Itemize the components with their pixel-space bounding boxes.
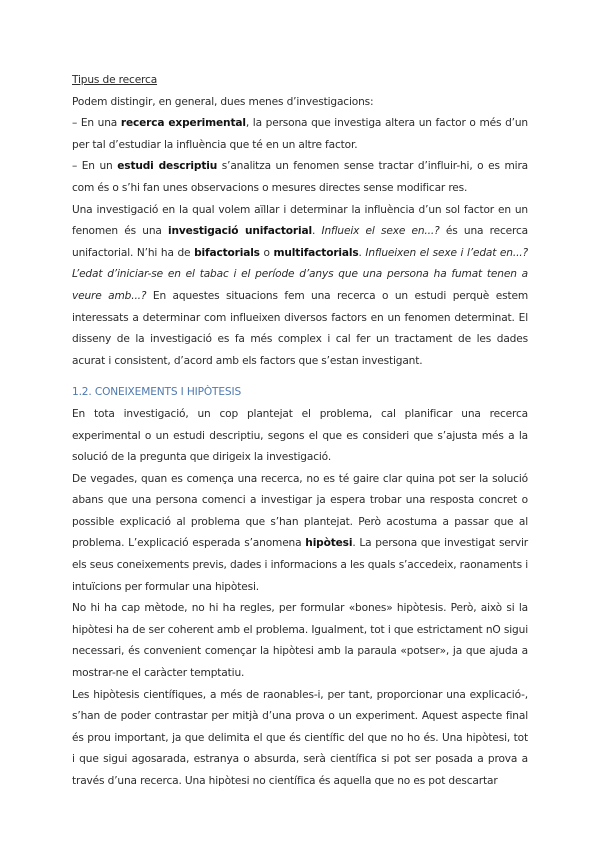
term-estudi-descriptiu: estudi descriptiu xyxy=(117,160,218,173)
document-body xyxy=(72,70,528,793)
text-run: . xyxy=(311,225,322,238)
paragraph-planificar-recerca: En tota investigació, un cop plantejat el problema, cal planificar una recerca experimental o un estudi descriptiu, segons el que es consideri que s’ajusta més a la solució de la pregunta que dirigeix la investigació. xyxy=(72,407,528,464)
paragraph-formular-hipotesis: No hi ha cap mètode, no hi ha regles, per formular «bones» hipòtesis. Però, això si la hipòtesi ha de ser coherent amb el problema. Igualment, tot i que estrictament nO sigui necessari, és convenient començar la hipòtesi amb la paraula «potser», ja que ajuda a mostrar-ne el caràcter temptatiu. xyxy=(72,602,528,680)
text-run: . xyxy=(358,246,366,259)
text-run: – En una xyxy=(72,117,121,130)
text-run: En aquestes situacions fem una recerca o un estudi perquè estem interessats a determinar com influeixen diversos factors en un fenomen determinat. El disseny de la investigació es fa més complex i cal fer un tractament de les dades acurat i consistent, d’acord amb els factors que s’estan investigant. xyxy=(72,289,528,367)
term-multifactorials: multifactorials xyxy=(273,246,359,259)
paragraph-hipotesis-cientifiques: Les hipòtesis científiques, a més de raonables-i, per tant, proporcionar una explicació-, s’han de poder contrastar per mitjà d’una prova o un experiment. Aquest aspecte final és prou important, ja que delimita el que és científic del que no ho és. Una hipòtesi, tot i que sigui agosarada, estranya o absurda, serà científica si pot ser posada a prova a través d’una recerca. Una hipòtesi no científica és aquella que no es pot descartar xyxy=(72,688,528,787)
paragraph-intro: Podem distingir, en general, dues menes d’investigacions: xyxy=(72,95,374,108)
paragraph-unifactorial xyxy=(72,200,528,373)
section-heading-coneixements-hipotesis: 1.2. CONEIXEMENTS I HIPÒTESIS xyxy=(72,386,242,399)
paragraph-hipotesi-definicio xyxy=(72,469,528,599)
term-recerca-experimental: recerca experimental xyxy=(120,117,246,130)
text-run: Una investigació en la qual volem aïllar i determinar la influència d’un sol factor en un fenomen és una xyxy=(72,203,528,238)
text-run: és una recerca unifactorial. N’hi ha de xyxy=(72,225,529,259)
example-question-unifactorial: Influeix el sexe en...? xyxy=(321,225,440,238)
text-run: o xyxy=(259,246,274,259)
text-run: – En un xyxy=(72,160,118,173)
subheading-tipus-de-recerca: Tipus de recerca xyxy=(72,74,158,86)
paragraph-recerca-experimental xyxy=(72,113,528,156)
text-run: , la persona que investiga altera un factor o més d’un per tal d’estudiar la influència que té en un altre factor. xyxy=(72,117,528,151)
example-question-multifactorial: Influeixen el sexe i l’edat en...? L’edat d’iniciar-se en el tabac i el període d’anys que una persona ha fumat tenen a veure amb...? xyxy=(72,246,528,302)
text-run: s’analitza un fenomen sense tractar d’influir-hi, o es mira com és o s’hi fan unes observacions o mesures directes sense modificar res. xyxy=(72,160,528,194)
text-run: . La persona que investigat servir els seus coneixements previs, dades i informacions a les quals s’accedeix, raonaments i intuïcions per formular una hipòtesi. xyxy=(72,537,528,593)
paragraph-estudi-descriptiu xyxy=(72,156,528,199)
term-hipotesi: hipòtesi xyxy=(305,537,353,550)
term-bifactorials: bifactorials xyxy=(194,246,260,259)
term-investigacio-unifactorial: investigació unifactorial xyxy=(168,225,312,238)
text-run: De vegades, quan es comença una recerca, no es té gaire clar quina pot ser la solució abans que una persona comenci a investigar ja espera trobar una resposta concret o possible explicació al problema que s’han plantejat. Però acostuma a passar que al problema. L’explicació esperada s’anomena xyxy=(72,472,528,550)
